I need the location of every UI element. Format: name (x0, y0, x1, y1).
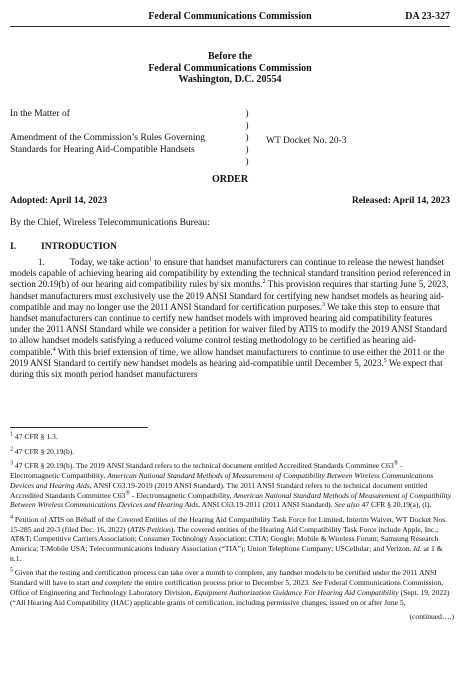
footnote-2: $^2$ 47 CFR § 20.19(b). (10, 446, 75, 456)
footnote-1: $^1$ 47 CFR § 1.3. (10, 431, 58, 441)
caption-left (10, 108, 240, 156)
title-line-before: Before the (208, 51, 252, 62)
footnote-4: $^4$ Petition of ATIS on Behalf of the Covered Entities of the Hearing Aid Compatibility Task Force for Limited, Interim Waiver, WT Docket Nos. 15-285 and 20-3 (filed Dec. 16, 2022) (ATIS Petition). The covered entities of the Hearing Aid Compatibility Task Force include Apple, Inc.; AT&T; Competitive Carriers Association; Consumer Technology Association; CTIA; Google; Mobile & Wireless Forum; Samsung Research America; T-Mobile USA; Telecommunications Industry Association (“TIA”); Union Telephone Company; USCellular; and Verizon. Id. at 1 & n.1. (10, 514, 448, 563)
header-agency: Federal Communications Commission (148, 11, 312, 22)
footnote-5: $^5$ Given that the testing and certification process can take over a month to complete, any handset models to be certified under the 2011 ANSI Standard will have to start and complete the entire certification process prior to December 5, 2023. See Federal Communications Commission, Office of Engineering and Technology Laboratory Division, Equipment Authorization Guidance For Hearing Aid Compatibility (Sept. 19, 2022) (“All Hearing Aid Compatibility (HAC) applicable grants of certification, including permissive changes, issued on or after June 5, (10, 567, 450, 607)
footnote-ref-5[interactable]: 5 (383, 357, 387, 364)
in-the-matter: In the Matter of (10, 109, 70, 119)
adopted-date: Adopted: April 14, 2023 (10, 196, 108, 206)
title-block (0, 51, 460, 86)
title-line-agency: Federal Communications Commission (148, 62, 312, 74)
section-heading (10, 242, 117, 252)
footnotes (10, 432, 454, 622)
byline: By the Chief, Wireless Telecommunications Bureau: (10, 218, 210, 228)
header-docket-number: DA 23-327 (405, 11, 450, 22)
caption-line-1: Amendment of the Commission’s Rules Governing (10, 133, 206, 143)
caption-docket: WT Docket No. 20-3 (266, 136, 347, 146)
section-title: INTRODUCTION (41, 242, 118, 252)
footnote-divider (10, 427, 148, 428)
footnote-ref-4[interactable]: 4 (52, 346, 56, 353)
running-header (10, 10, 450, 27)
footnote-ref-2[interactable]: 2 (262, 279, 266, 286)
paragraph-1: 1. Today, we take action$^1$ to ensure that handset manufacturers can continue to release the newest handset models capable of achieving hearing aid compatibility by extending the technical standard transition period referenced in section 20.19(b) of our hearing aid compatibility rules by six months.$^2$ This provision requires that starting June 5, 2023, handset manufacturers must exclusively use the 2019 ANSI Standard for certifying new handset models as hearing aid-compatible and may no longer use the 2011 ANSI Standard for certification purposes.$^3$ We take this step to ensure that handset manufacturers can continue to certify new handset models with improved hearing aid compatibility features under the 2011 ANSI Standard while we consider a petition for waiver filed by ATIS to modify the 2019 ANSI Standard to allow handset models satisfying a reduced volume control testing methodology to be certified as hearing aid-compatible.$^4$ With this brief extension of time, we allow handset manufacturers to continue to use either the 2011 or the 2019 ANSI Standard to certify new handset models as hearing aid-compatible until December 5, 2023.$^5$ We expect that during this six month period handset manufacturers (10, 256, 451, 380)
footnote-ref-3[interactable]: 3 (322, 301, 326, 308)
dates-row (10, 196, 450, 206)
paragraph-number: 1. (38, 257, 45, 267)
footnote-3: $^3$ 47 CFR § 20.19(b). The 2019 ANSI Standard refers to the technical document entitled Accredited Standards Committee C63® - Electromagnetic Compatibility, American National Standard Methods of Measurement of Compatibility Between Wireless Communications Devices and Hearing Aids, ANSI C63.19-2019 (2019 ANSI Standard). The 2011 ANSI Standard refers to the technical document entitled Accredited Standards Committee C63® - Electromagnetic Compatibility, American National Standard Methods of Measurement of Compatibility Between Wireless Communications Devices and Hearing Aids, ANSI C63.19-2011 (2011 ANSI Standard). See also 47 CFR § 20.19(a), (l). (10, 460, 452, 510)
title-line-location: Washington, D.C. 20554 (178, 74, 282, 85)
order-heading: ORDER (211, 174, 249, 185)
caption-line-2: Standards for Hearing Aid-Compatible Handsets (10, 145, 195, 155)
footnote-ref-1[interactable]: 1 (149, 256, 153, 263)
section-number: I. (10, 242, 17, 252)
continued-marker: (continued….) (409, 612, 454, 622)
released-date: Released: April 14, 2023 (351, 196, 450, 206)
caption-brackets: ) ) ) ) ) (245, 109, 249, 167)
